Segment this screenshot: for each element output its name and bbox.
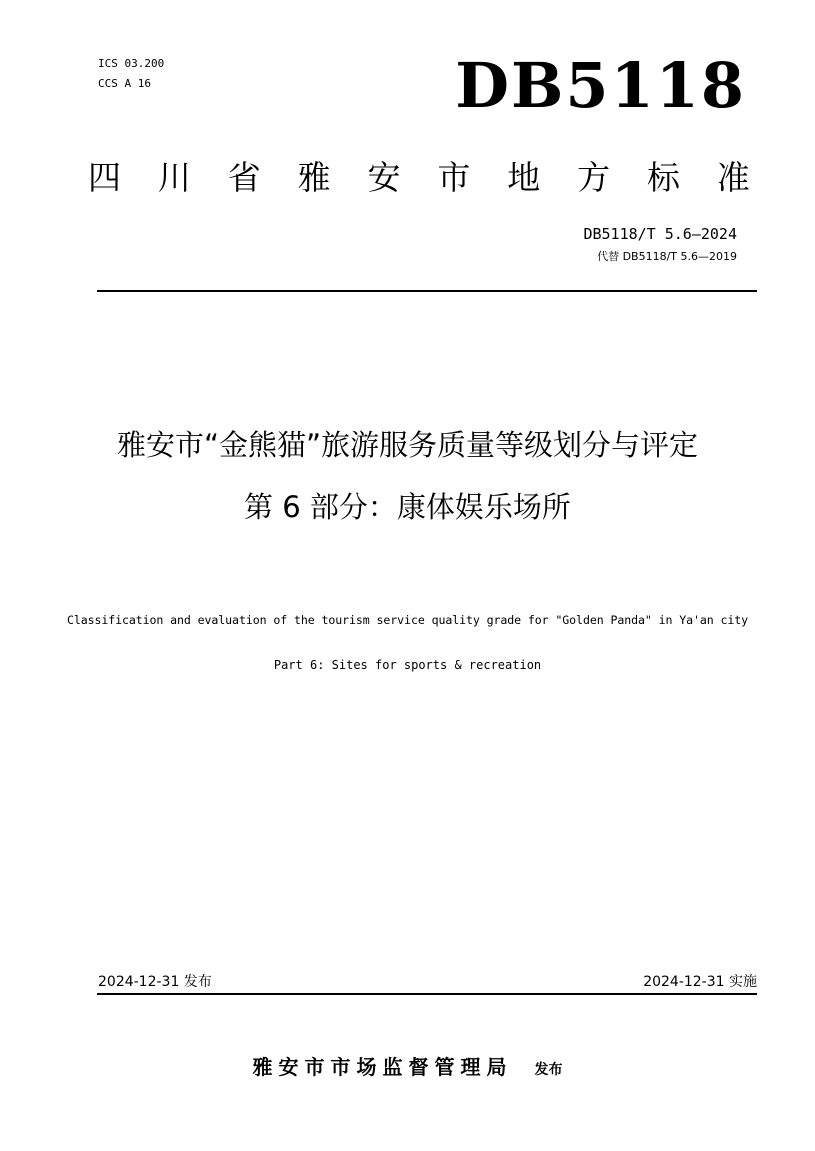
standard-type-char: 四 bbox=[88, 158, 121, 197]
english-title: Classification and evaluation of the tourism service quality grade for "Golden Panda" in Ya'an city bbox=[66, 613, 749, 627]
implementation-date: 2024-12-31 实施 bbox=[643, 974, 757, 990]
issuer-line bbox=[0, 1054, 815, 1083]
publication-date: 2024-12-31 发布 bbox=[98, 974, 212, 990]
standard-type-heading bbox=[88, 156, 750, 200]
bottom-divider bbox=[97, 993, 757, 995]
standard-number: DB5118/T 5.6—2024 bbox=[583, 225, 737, 243]
standard-type-char: 准 bbox=[716, 158, 750, 197]
issuer-name: 雅安市市场监督管理局 bbox=[252, 1055, 513, 1079]
standard-type-char: 地 bbox=[507, 158, 541, 197]
document-subtitle: 第 6 部分：康体娱乐场所 bbox=[244, 490, 571, 524]
standard-logo: DB5118 bbox=[455, 49, 746, 122]
standard-type-char: 安 bbox=[367, 158, 401, 197]
standard-type-char: 标 bbox=[647, 158, 680, 197]
standard-type-char: 方 bbox=[577, 158, 611, 197]
document-title: 雅安市“金熊猫”旅游服务质量等级划分与评定 bbox=[116, 428, 699, 462]
ccs-code: CCS A 16 bbox=[98, 77, 151, 90]
standard-type-char: 省 bbox=[227, 158, 261, 197]
ics-code: ICS 03.200 bbox=[98, 57, 165, 70]
standard-type-char: 川 bbox=[157, 158, 191, 197]
english-subtitle: Part 6: Sites for sports & recreation bbox=[273, 658, 542, 672]
top-divider bbox=[97, 290, 757, 292]
replaces-note: 代替 DB5118/T 5.6—2019 bbox=[597, 250, 737, 263]
standard-type-char: 雅 bbox=[297, 158, 331, 197]
standard-type-char: 市 bbox=[437, 158, 471, 197]
issuer-suffix: 发布 bbox=[534, 1062, 563, 1078]
